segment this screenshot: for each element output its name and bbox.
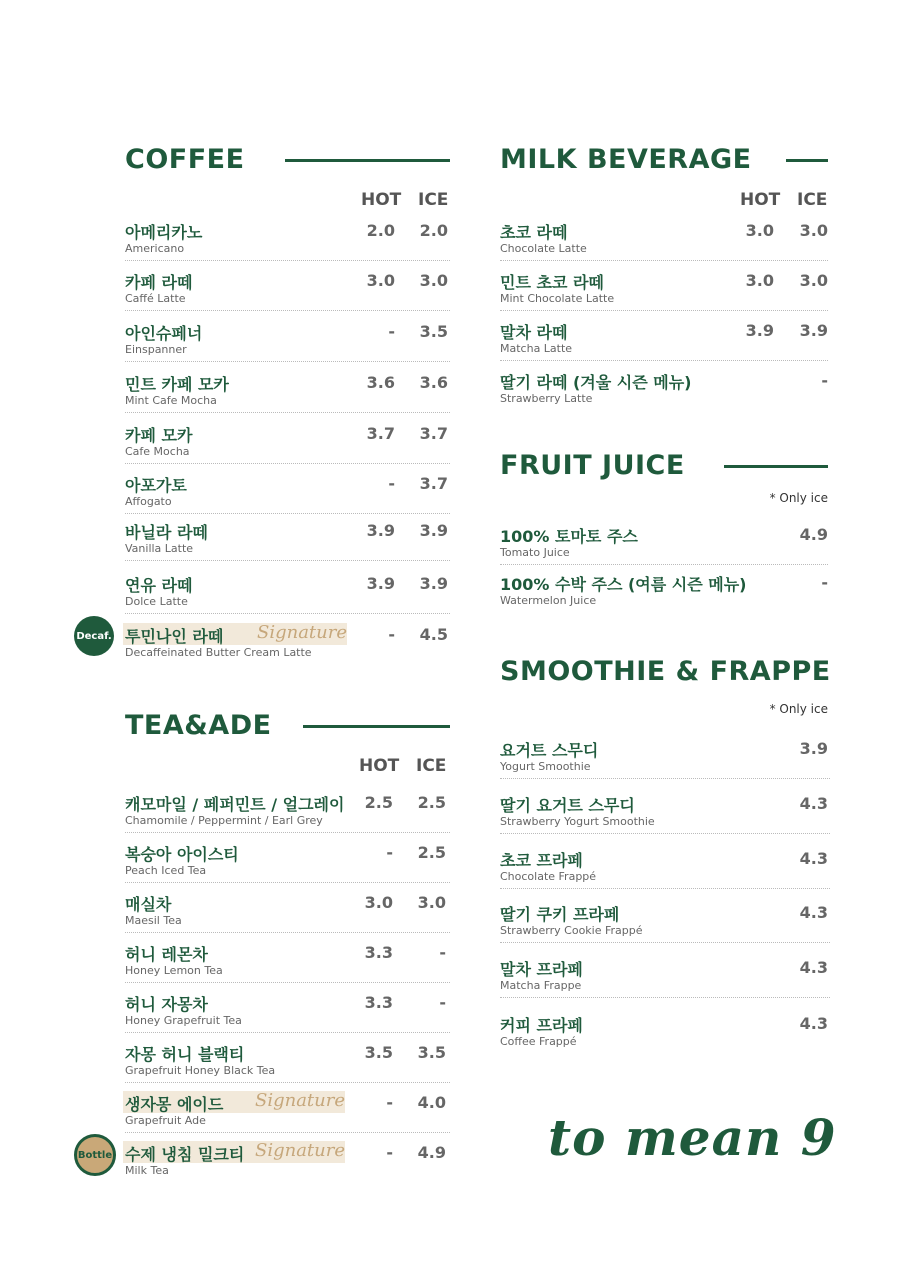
row-divider: [500, 833, 830, 834]
juice-section: [500, 446, 828, 616]
row-divider: [500, 260, 828, 261]
coffee-section: [76, 140, 450, 670]
row-divider: [125, 513, 450, 514]
row-divider: [125, 982, 450, 983]
row-divider: [125, 463, 450, 464]
item-name-ko: 카페 모카: [125, 426, 193, 445]
item-name-ko: 딸기 라떼 (겨울 시즌 메뉴): [500, 373, 692, 392]
hot-price: 3.9: [366, 574, 395, 593]
smoothie-title: SMOOTHIE & FRAPPE: [500, 656, 831, 687]
ice-price: -: [439, 943, 446, 962]
milk-header: [500, 140, 828, 180]
row-divider: [125, 310, 450, 311]
menu-item: [125, 372, 450, 416]
coffee-header: [125, 140, 450, 180]
smoothie-only-ice-note: * Only ice: [769, 702, 828, 716]
item-name-ko: 허니 자몽차: [125, 995, 208, 1014]
menu-item: [125, 892, 450, 936]
ice-price: 3.5: [417, 1043, 446, 1062]
row-divider: [125, 1032, 450, 1033]
menu-item: [500, 848, 830, 892]
signature-label: Signature: [255, 1090, 346, 1111]
juice-title: FRUIT JUICE: [500, 450, 685, 481]
ice-price: 3.0: [417, 893, 446, 912]
item-name-en: Strawberry Latte: [500, 392, 593, 405]
item-name-en: Chocolate Frappé: [500, 870, 597, 883]
ice-price: 4.3: [799, 794, 828, 813]
hot-price: 3.0: [745, 221, 774, 240]
item-name-en: Affogato: [125, 495, 172, 508]
milk-section: [500, 140, 828, 420]
ice-price: 3.0: [799, 221, 828, 240]
menu-item: [500, 370, 828, 414]
item-name-en: Milk Tea: [125, 1164, 169, 1177]
row-divider: [500, 888, 830, 889]
ice-price: 3.0: [419, 271, 448, 290]
row-divider: [500, 564, 828, 565]
item-name-en: Strawberry Yogurt Smoothie: [500, 815, 655, 828]
item-name-ko: 자몽 허니 블랙티: [125, 1045, 245, 1064]
row-divider: [125, 361, 450, 362]
hot-price: 3.3: [364, 993, 393, 1012]
item-name-en: Tomato Juice: [500, 546, 570, 559]
hot-price: 3.0: [366, 271, 395, 290]
item-name-ko: 캐모마일 / 페퍼민트 / 얼그레이: [125, 795, 345, 814]
hot-price: -: [386, 1093, 393, 1112]
bottle-badge: Bottle: [74, 1134, 116, 1176]
item-name-ko: 민트 초코 라떼: [500, 273, 604, 292]
hot-price: 3.6: [366, 373, 395, 392]
ice-price: -: [821, 573, 828, 592]
menu-item: [500, 957, 830, 1001]
item-name-ko: 투민나인 라떼: [125, 627, 224, 646]
ice-price: 3.9: [419, 521, 448, 540]
menu-item: [125, 520, 450, 564]
item-name-en: Matcha Latte: [500, 342, 573, 355]
item-name-ko: 100% 토마토 주스: [500, 527, 638, 546]
menu-item: [500, 524, 828, 568]
hot-price: 3.5: [364, 1043, 393, 1062]
menu-item: [76, 622, 450, 668]
item-name-en: Vanilla Latte: [125, 542, 194, 555]
ice-price: -: [439, 993, 446, 1012]
coffee-title: COFFEE: [125, 144, 245, 175]
item-name-en: Cafe Mocha: [125, 445, 190, 458]
item-name-ko: 아메리카노: [125, 223, 203, 242]
menu-item: [500, 320, 828, 364]
item-name-ko: 복숭아 아이스티: [125, 845, 239, 864]
hot-price: 3.9: [745, 321, 774, 340]
menu-item: [125, 573, 450, 617]
menu-item: [77, 1140, 450, 1186]
milk-hot-header: HOT: [740, 190, 781, 210]
menu-item: [500, 220, 828, 264]
hot-price: 3.7: [366, 424, 395, 443]
juice-header: [500, 446, 828, 486]
row-divider: [125, 260, 450, 261]
item-name-ko: 아인슈페너: [125, 324, 203, 343]
item-name-en: Matcha Frappe: [500, 979, 582, 992]
signature-label: Signature: [255, 1140, 346, 1161]
ice-price: 4.3: [799, 1014, 828, 1033]
ice-price: 3.5: [419, 322, 448, 341]
item-name-ko: 100% 수박 주스 (여름 시즌 메뉴): [500, 575, 747, 594]
menu-item: [125, 792, 450, 836]
milk-title-rule: [786, 159, 828, 162]
item-name-ko: 카페 라떼: [125, 273, 193, 292]
smoothie-header: [500, 652, 830, 692]
menu-item: [500, 738, 830, 782]
tea-ice-header: ICE: [416, 756, 447, 776]
tea-header: [125, 706, 450, 746]
ice-price: 4.0: [417, 1093, 446, 1112]
smoothie-section: [500, 652, 830, 1062]
menu-item: [125, 1042, 450, 1086]
item-name-ko: 생자몽 에이드: [125, 1095, 224, 1114]
menu-item: [500, 572, 828, 616]
ice-price: 2.0: [419, 221, 448, 240]
menu-item: [125, 473, 450, 517]
item-name-ko: 요거트 스무디: [500, 741, 599, 760]
item-name-ko: 딸기 쿠키 프라페: [500, 905, 620, 924]
item-name-en: Peach Iced Tea: [125, 864, 207, 877]
ice-price: 4.3: [799, 849, 828, 868]
ice-price: 2.5: [417, 793, 446, 812]
hot-price: -: [386, 843, 393, 862]
item-name-en: Yogurt Smoothie: [500, 760, 591, 773]
menu-item: [125, 992, 450, 1036]
item-name-ko: 커피 프라페: [500, 1016, 583, 1035]
ice-price: 3.0: [799, 271, 828, 290]
hot-price: 3.0: [745, 271, 774, 290]
item-name-ko: 민트 카페 모카: [125, 375, 229, 394]
item-name-ko: 초코 프라페: [500, 851, 583, 870]
ice-price: 3.9: [419, 574, 448, 593]
menu-item: [500, 793, 830, 837]
ice-price: 3.6: [419, 373, 448, 392]
juice-only-ice-note: * Only ice: [769, 491, 828, 505]
row-divider: [500, 778, 830, 779]
menu-item: [125, 1092, 450, 1136]
hot-price: -: [386, 1143, 393, 1162]
row-divider: [125, 882, 450, 883]
item-name-en: Watermelon Juice: [500, 594, 597, 607]
item-name-en: Grapefruit Ade: [125, 1114, 206, 1127]
decaf-badge: Decaf.: [74, 616, 114, 656]
ice-price: 3.7: [419, 474, 448, 493]
hot-price: -: [388, 322, 395, 341]
milk-title: MILK BEVERAGE: [500, 144, 752, 175]
ice-price: 4.3: [799, 958, 828, 977]
tea-hot-header: HOT: [359, 756, 400, 776]
menu-item: [125, 220, 450, 264]
item-name-en: Maesil Tea: [125, 914, 182, 927]
signature-label: Signature: [257, 622, 348, 643]
ice-price: 3.7: [419, 424, 448, 443]
item-name-en: Americano: [125, 242, 185, 255]
menu-item: [125, 270, 450, 314]
row-divider: [125, 613, 450, 614]
ice-price: 2.5: [417, 843, 446, 862]
item-name-ko: 초코 라떼: [500, 223, 568, 242]
item-name-en: Dolce Latte: [125, 595, 188, 608]
menu-item: [500, 270, 828, 314]
item-name-ko: 말차 라떼: [500, 323, 568, 342]
row-divider: [125, 1082, 450, 1083]
ice-price: 4.5: [419, 625, 448, 644]
item-name-en: Strawberry Cookie Frappé: [500, 924, 643, 937]
row-divider: [125, 412, 450, 413]
ice-price: 4.9: [799, 525, 828, 544]
item-name-en: Coffee Frappé: [500, 1035, 577, 1048]
item-name-en: Chamomile / Peppermint / Earl Grey: [125, 814, 323, 827]
row-divider: [125, 832, 450, 833]
row-divider: [500, 942, 830, 943]
item-name-en: Chocolate Latte: [500, 242, 587, 255]
item-name-ko: 아포가토: [125, 476, 187, 495]
coffee-title-rule: [285, 159, 450, 162]
brand-logo: to mean 9: [548, 1108, 837, 1167]
hot-price: 3.9: [366, 521, 395, 540]
item-name-en: Einspanner: [125, 343, 187, 356]
ice-price: 3.9: [799, 739, 828, 758]
row-divider: [125, 560, 450, 561]
item-name-en: Honey Grapefruit Tea: [125, 1014, 242, 1027]
item-name-ko: 딸기 요거트 스무디: [500, 796, 635, 815]
item-name-ko: 바닐라 라떼: [125, 523, 208, 542]
coffee-hot-header: HOT: [361, 190, 402, 210]
row-divider: [500, 310, 828, 311]
menu-item: [500, 902, 830, 946]
row-divider: [500, 997, 830, 998]
tea-title-rule: [303, 725, 450, 728]
item-name-en: Decaffeinated Butter Cream Latte: [125, 646, 312, 659]
item-name-en: Caffé Latte: [125, 292, 186, 305]
menu-item: [125, 942, 450, 986]
item-name-ko: 말차 프라페: [500, 960, 583, 979]
row-divider: [125, 1132, 450, 1133]
tea-title: TEA&ADE: [125, 710, 272, 741]
ice-price: 4.3: [799, 903, 828, 922]
item-name-ko: 허니 레몬차: [125, 945, 208, 964]
menu-item: [125, 423, 450, 467]
coffee-ice-header: ICE: [418, 190, 449, 210]
hot-price: 3.3: [364, 943, 393, 962]
item-name-ko: 연유 라떼: [125, 576, 193, 595]
ice-price: 4.9: [417, 1143, 446, 1162]
hot-price: -: [388, 625, 395, 644]
ice-price: 3.9: [799, 321, 828, 340]
menu-item: [500, 1013, 830, 1057]
item-name-ko: 매실차: [125, 895, 172, 914]
menu-item: [125, 321, 450, 365]
item-name-en: Mint Chocolate Latte: [500, 292, 615, 305]
hot-price: 3.0: [364, 893, 393, 912]
item-name-ko: 수제 냉침 밀크티: [125, 1145, 245, 1164]
ice-price: -: [821, 371, 828, 390]
tea-section: [77, 706, 450, 1186]
item-name-en: Mint Cafe Mocha: [125, 394, 217, 407]
juice-title-rule: [724, 465, 828, 468]
hot-price: -: [388, 474, 395, 493]
item-name-en: Grapefruit Honey Black Tea: [125, 1064, 276, 1077]
row-divider: [500, 360, 828, 361]
hot-price: 2.5: [364, 793, 393, 812]
hot-price: 2.0: [366, 221, 395, 240]
row-divider: [125, 932, 450, 933]
item-name-en: Honey Lemon Tea: [125, 964, 223, 977]
menu-item: [125, 842, 450, 886]
milk-ice-header: ICE: [797, 190, 828, 210]
